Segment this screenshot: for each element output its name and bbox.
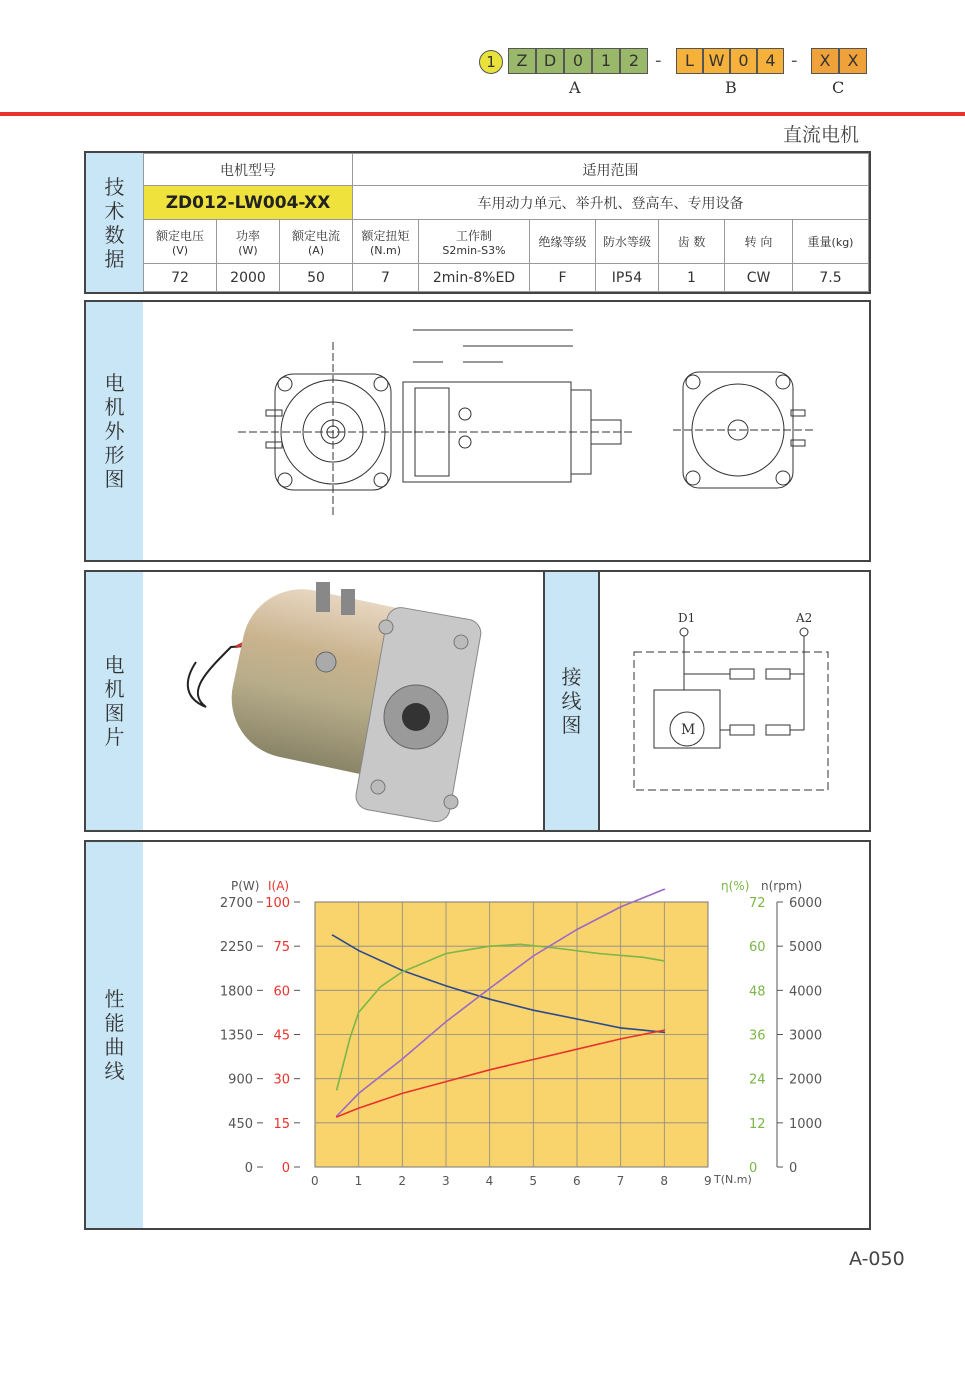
dim-label: 3±0.1 (595, 352, 626, 363)
motor-symbol: M (681, 722, 696, 738)
outline-section-label: 电 机 外 形 图 (86, 302, 143, 560)
axis-tick-label: 2700 (219, 896, 253, 911)
axis-tick-label: 900 (228, 1072, 253, 1088)
axis-tick-label: 0 (244, 1161, 253, 1176)
code-letter-c: C (832, 78, 845, 97)
dim-label: SW10 (263, 357, 274, 382)
dim-label: 120±0.2 (708, 352, 751, 363)
col-teeth: 齿 数 (659, 220, 725, 264)
performance-chart (143, 842, 869, 1228)
series-point-n (332, 934, 334, 936)
model-value: ZD012-LW004-XX (144, 186, 353, 220)
dim-label: 42.5 (473, 352, 498, 363)
col-torque: 额定扭矩 (N.m) (353, 220, 419, 264)
axis-tick-label: 12 (749, 1116, 766, 1132)
code-b-char: 0 (730, 48, 757, 74)
val-power: 2000 (217, 264, 280, 292)
series-point-I (489, 1069, 491, 1071)
dim-label: 20° (169, 446, 188, 457)
photo-section-label: 电 机 图 片 (86, 572, 143, 830)
axis-tick-label: 6000 (789, 896, 823, 911)
axis-tick-label: 450 (228, 1116, 253, 1132)
dim-label: 4-Ø10.2 (286, 336, 329, 347)
dim-label: +0.5 (555, 513, 575, 522)
series-point-I (402, 1093, 404, 1095)
header-rule (0, 112, 965, 116)
outline-panel (84, 300, 871, 562)
axis-tick-label: 75 (273, 940, 290, 956)
val-current: 50 (280, 264, 353, 292)
series-point-I (358, 1107, 360, 1109)
terminal-d1: D1 (678, 611, 696, 625)
series-point-η (642, 956, 644, 958)
series-point-η (664, 960, 666, 962)
val-voltage: 72 (144, 264, 217, 292)
series-point-P (664, 888, 666, 890)
col-current: 额定电流 (A) (280, 220, 353, 264)
axis-tick-label: 60 (749, 940, 766, 956)
code-a-char: 1 (592, 48, 620, 74)
series-point-P (576, 929, 578, 931)
col-weight: 重量(kg) (793, 220, 869, 264)
series-point-n (576, 1018, 578, 1020)
dim-label: 90.5±0.2 (367, 403, 378, 452)
series-point-n (445, 985, 447, 987)
code-letter-a: A (569, 78, 581, 97)
dim-label: 4-M5 (211, 514, 236, 525)
axis-tick-label: 72 (749, 896, 766, 911)
dim-label: 20AWG L=400 (703, 522, 770, 533)
x-axis-label: T(N.m) (714, 1173, 752, 1186)
series-point-n (620, 1027, 622, 1029)
series-point-η (554, 947, 556, 949)
series-point-I (620, 1038, 622, 1040)
axis-tick-label: 0 (789, 1161, 798, 1176)
axis-tick-label: 36 (749, 1028, 766, 1044)
x-tick-label: 1 (354, 1174, 363, 1188)
photo-panel (84, 570, 871, 832)
dim-label: T1-6 (759, 538, 784, 549)
dim-label: Ø8 (543, 520, 556, 531)
series-point-P (533, 955, 535, 957)
series-point-η (380, 986, 382, 988)
series-point-I (445, 1081, 447, 1083)
dim-label: Ø116 (385, 417, 396, 442)
axis-tick-label: 5000 (789, 940, 823, 956)
dim-label: SW10 (743, 487, 754, 512)
perf-section-label: 性 能 曲 线 (86, 842, 143, 1228)
x-tick-label: 0 (311, 1174, 319, 1188)
code-a-char: Z (508, 48, 536, 74)
x-tick-label: 7 (616, 1174, 625, 1188)
series-point-η (519, 944, 521, 946)
x-tick-label: 5 (529, 1174, 537, 1188)
axis-tick-label: 60 (273, 984, 290, 1000)
code-c-char: X (839, 48, 867, 74)
wiring-diagram (606, 602, 866, 802)
code-b-char: W (703, 48, 730, 74)
axis-tick-label: 2000 (789, 1072, 823, 1088)
dim-label: -0.02 (592, 439, 601, 464)
dim-label: Ø20 (583, 501, 594, 520)
series-point-η (349, 1037, 351, 1039)
spec-table (143, 153, 869, 292)
series-point-I (336, 1116, 338, 1118)
series-point-η (445, 953, 447, 955)
wiring-section-label: 接 (561, 665, 582, 689)
dim-label: 7±0.3 (595, 336, 626, 347)
series-point-η (358, 1012, 360, 1014)
model-header: 电机型号 (144, 154, 353, 186)
terminal-a2: A2 (796, 611, 813, 625)
perf-panel (84, 840, 871, 1230)
dim-label: -0.054 (620, 403, 629, 432)
page-number: A-050 (849, 1248, 905, 1270)
col-waterproof: 防水等级 (596, 220, 659, 264)
dim-label: 2-M6 (318, 504, 343, 515)
outline-drawing (143, 302, 869, 560)
code-c-char: X (811, 48, 839, 74)
code-a-char: 2 (620, 48, 648, 74)
val-duty: 2min-8%ED (419, 264, 530, 292)
code-dash: - (791, 50, 798, 71)
front-view (238, 342, 428, 517)
series-point-P (489, 988, 491, 990)
col-duty: 工作制 S2min-S3% (419, 220, 530, 264)
axis-tick-label: 1000 (789, 1116, 823, 1132)
dim-label: 16° (193, 440, 212, 451)
series-point-I (576, 1048, 578, 1050)
dim-label: 86 (495, 336, 508, 347)
code-circle: 1 (479, 50, 503, 74)
dim-label: 15.0° (817, 440, 848, 451)
series-point-η (598, 953, 600, 955)
rear-view (673, 372, 813, 488)
dim-label: +0.009 (596, 473, 605, 502)
dim-label: 0 (555, 525, 560, 534)
motor-photo (176, 577, 516, 827)
x-tick-label: 6 (573, 1174, 581, 1188)
dim-label: 120±0.2 (659, 409, 670, 452)
dim-label: Ø110 (607, 425, 618, 450)
dim-label: 45 (419, 352, 432, 363)
series-point-η (489, 945, 491, 947)
axis-tick-label: 3000 (789, 1028, 823, 1044)
axis-tick-label: 0 (281, 1161, 290, 1176)
col-insulation: 绝缘等级 (530, 220, 596, 264)
axis-title: η(%) (721, 879, 750, 893)
axis-tick-label: 2250 (219, 940, 253, 956)
col-voltage: 额定电压 (V) (144, 220, 217, 264)
axis-tick-label: 30 (273, 1072, 290, 1088)
axis-tick-label: 4000 (789, 984, 823, 1000)
series-point-P (620, 906, 622, 908)
code-a-char: 0 (564, 48, 592, 74)
wiring-divider: 接 线 图 (543, 572, 600, 830)
dim-label: 8 (579, 455, 590, 462)
dim-label: -0.13 (602, 439, 611, 464)
axis-title: n(rpm) (761, 879, 803, 893)
series-point-n (358, 950, 360, 952)
series-point-n (489, 998, 491, 1000)
series-point-n (664, 1031, 666, 1033)
axis-tick-label: 1800 (219, 984, 253, 1000)
spec-panel (84, 151, 871, 294)
val-torque: 7 (353, 264, 419, 292)
x-tick-label: 4 (485, 1174, 494, 1188)
code-a-char: D (536, 48, 564, 74)
col-rotation: 转 向 (725, 220, 793, 264)
dim-label: 0 (603, 430, 608, 439)
val-rotation: CW (725, 264, 793, 292)
axis-tick-label: 45 (273, 1028, 290, 1044)
val-insulation: F (530, 264, 596, 292)
x-tick-label: 9 (704, 1174, 712, 1188)
series-point-P (445, 1021, 447, 1023)
val-teeth: 1 (659, 264, 725, 292)
axis-tick-label: 15 (273, 1116, 290, 1132)
dim-label: 38° (173, 394, 192, 405)
x-tick-label: 2 (398, 1174, 406, 1188)
axis-tick-label: 24 (749, 1072, 766, 1088)
axis-title: I(A) (268, 879, 290, 893)
dim-label: 29° (188, 409, 207, 420)
category-title: 直流电机 (783, 124, 860, 146)
series-point-P (402, 1058, 404, 1060)
dim-label: +0.002 (606, 473, 615, 502)
axis-tick-label: 0 (749, 1161, 758, 1176)
dim-label: 2-M8 (803, 352, 828, 363)
series-point-P (358, 1093, 360, 1095)
val-waterproof: IP54 (596, 264, 659, 292)
code-b-char: 4 (757, 48, 784, 74)
val-weight: 7.5 (793, 264, 869, 292)
axis-tick-label: 48 (749, 984, 766, 1000)
col-power: 功率 (W) (217, 220, 280, 264)
code-b-char: L (676, 48, 703, 74)
range-header: 适用范围 (353, 154, 869, 186)
side-view (393, 330, 633, 482)
application-value: 车用动力单元、举升机、登高车、专用设备 (353, 186, 869, 220)
code-dash: - (655, 50, 662, 71)
series-point-η (336, 1089, 338, 1091)
code-letter-b: B (725, 78, 737, 97)
series-point-I (533, 1059, 535, 1061)
axis-tick-label: 1350 (219, 1028, 253, 1044)
dim-label: 15.0° (817, 416, 848, 427)
series-point-η (402, 971, 404, 973)
series-point-n (533, 1009, 535, 1011)
x-tick-label: 8 (660, 1174, 668, 1188)
spec-section-label: 技 术 数 据 (86, 153, 143, 292)
axis-tick-label: 100 (265, 896, 290, 911)
x-tick-label: 3 (442, 1174, 450, 1188)
dim-label: 192 (493, 318, 512, 329)
axis-title: P(W) (231, 879, 260, 893)
series-point-I (664, 1029, 666, 1031)
